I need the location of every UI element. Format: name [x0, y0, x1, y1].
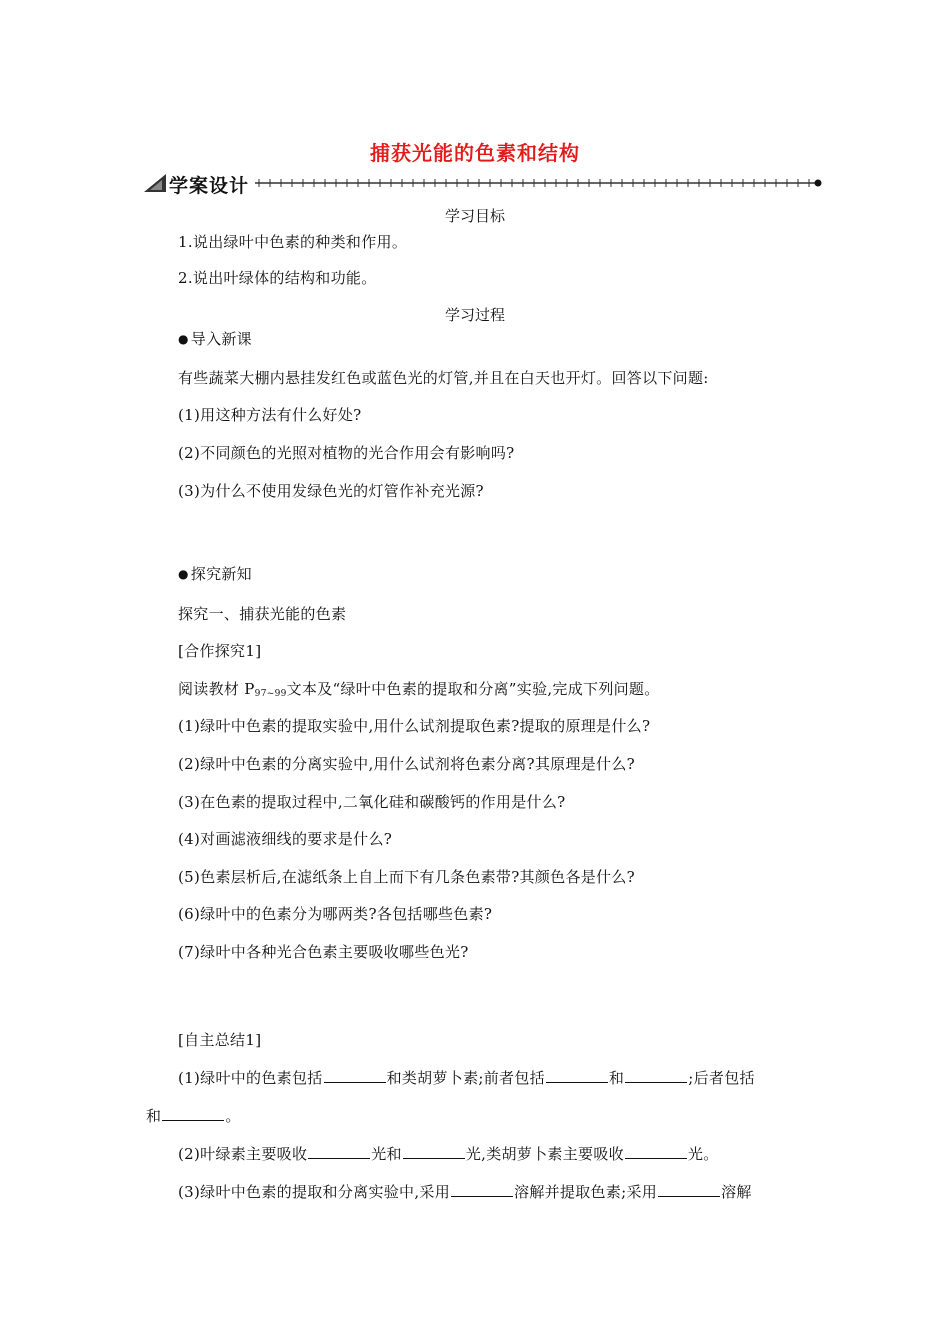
- fill-blank[interactable]: [658, 1182, 720, 1197]
- fill-blank[interactable]: [546, 1068, 608, 1083]
- read-pages: 97~99: [254, 689, 287, 699]
- intro-heading: ● 导入新课: [178, 328, 252, 349]
- summary-text: ;后者包括: [688, 1069, 755, 1087]
- explore-question: (4)对画滤液细线的要求是什么?: [178, 830, 393, 848]
- intro-question: (2)不同颜色的光照对植物的光合作用会有影响吗?: [178, 444, 515, 462]
- goal-item: 1.说出绿叶中色素的种类和作用。: [178, 233, 408, 251]
- summary-text: 光。: [687, 1145, 719, 1163]
- summary-text: 光,类胡萝卜素主要吸收: [465, 1145, 624, 1163]
- intro-text: 有些蔬菜大棚内悬挂发红色或蓝色光的灯管,并且在白天也开灯。回答以下问题:: [178, 369, 709, 387]
- banner-label: 学案设计: [169, 175, 250, 197]
- summary-item-1: [178, 1067, 755, 1088]
- banner-triangle-inner-icon: [150, 180, 162, 190]
- fill-blank[interactable]: [451, 1182, 513, 1197]
- explore-question: (2)绿叶中色素的分离实验中,用什么试剂将色素分离?其原理是什么?: [178, 755, 636, 773]
- summary-text: 光和: [371, 1145, 402, 1163]
- intro-question: (1)用这种方法有什么好处?: [178, 406, 362, 424]
- document-title: 捕获光能的色素和结构: [370, 141, 580, 165]
- explore-question: (6)绿叶中的色素分为哪两类?各包括哪些色素?: [178, 905, 493, 923]
- summary-item-1-cont: [146, 1105, 241, 1126]
- summary-label: [自主总结1]: [178, 1031, 262, 1049]
- summary-text: 溶解: [721, 1183, 752, 1201]
- fill-blank[interactable]: [403, 1144, 465, 1159]
- goals-heading: 学习目标: [444, 207, 505, 225]
- explore-subheading: 探究一、捕获光能的色素: [178, 605, 347, 623]
- summary-item-2: [178, 1143, 719, 1164]
- fill-blank[interactable]: [308, 1144, 370, 1159]
- read-instruction: [178, 678, 660, 699]
- fill-blank[interactable]: [162, 1106, 224, 1121]
- fill-blank[interactable]: [324, 1068, 386, 1083]
- explore-question: (1)绿叶中色素的提取实验中,用什么试剂提取色素?提取的原理是什么?: [178, 717, 651, 735]
- intro-question: (3)为什么不使用发绿色光的灯管作补充光源?: [178, 482, 484, 500]
- goal-item: 2.说出叶绿体的结构和功能。: [178, 269, 377, 287]
- banner-ruler-icon: [255, 174, 825, 194]
- explore-heading: ● 探究新知: [178, 563, 252, 584]
- summary-text: (2)叶绿素主要吸收: [178, 1145, 308, 1163]
- summary-text: 和类胡萝卜素;前者包括: [386, 1069, 545, 1087]
- summary-text: (3)绿叶中色素的提取和分离实验中,采用: [178, 1183, 451, 1201]
- fill-blank[interactable]: [625, 1144, 687, 1159]
- summary-item-3: [178, 1181, 752, 1202]
- coop-label: [合作探究1]: [178, 642, 262, 660]
- process-heading: 学习过程: [444, 306, 505, 324]
- summary-text: 和: [608, 1069, 625, 1087]
- explore-question: (3)在色素的提取过程中,二氧化硅和碳酸钙的作用是什么?: [178, 793, 566, 811]
- summary-text: (1)绿叶中的色素包括: [178, 1069, 323, 1087]
- explore-question: (7)绿叶中各种光合色素主要吸收哪些色光?: [178, 943, 469, 961]
- summary-text: 。: [225, 1107, 241, 1125]
- read-suffix: 文本及“绿叶中色素的提取和分离”实验,完成下列问题。: [286, 680, 660, 698]
- summary-text: 溶解并提取色素;采用: [514, 1183, 658, 1201]
- read-prefix: 阅读教材 P: [178, 680, 255, 698]
- summary-text: 和: [146, 1107, 162, 1125]
- fill-blank[interactable]: [625, 1068, 687, 1083]
- explore-question: (5)色素层析后,在滤纸条上自上而下有几条色素带?其颜色各是什么?: [178, 868, 636, 886]
- section-banner: [140, 170, 825, 198]
